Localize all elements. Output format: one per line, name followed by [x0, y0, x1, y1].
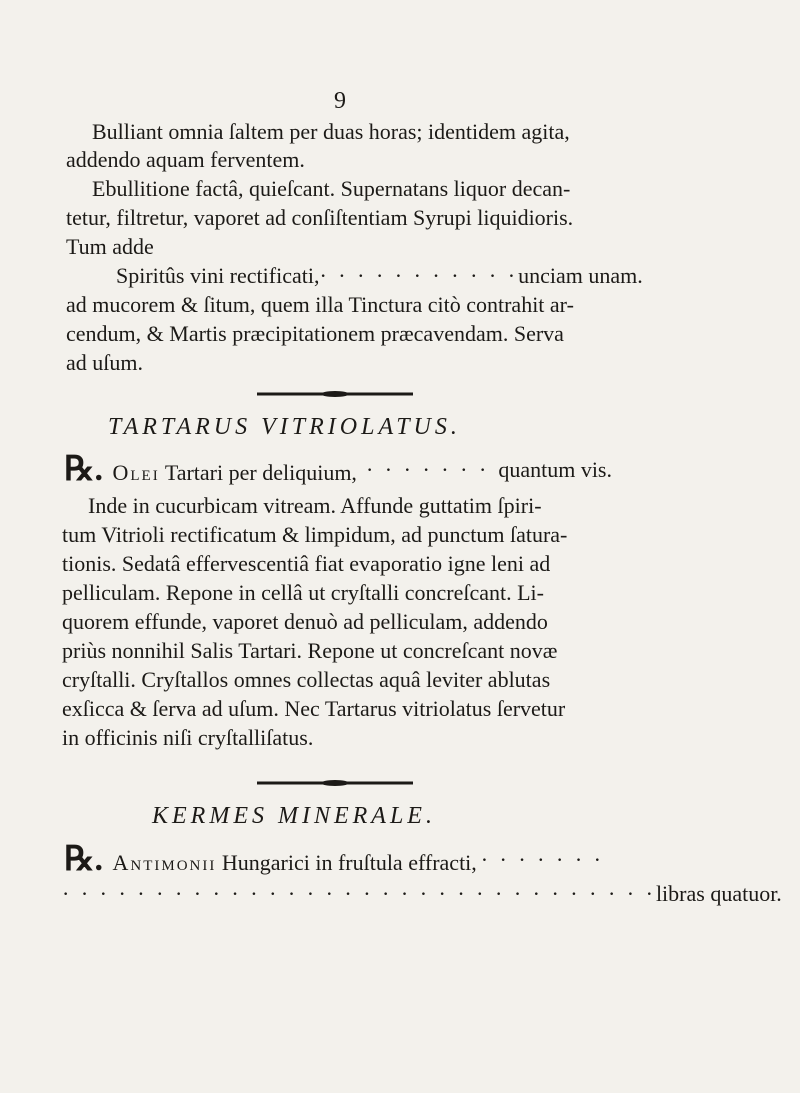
text-line [62, 880, 782, 908]
text-line: quorem effunde, vaporet denuò ad pelliculam, addendo [62, 609, 548, 634]
text-line-content: Bulliant omnia ſaltem per duas horas; identidem agita, [92, 119, 570, 144]
quantity: unciam unam. [518, 263, 643, 288]
text-line: in officinis niſi cryſtalliſatus. [62, 725, 314, 750]
recipe-symbol: ℞. [64, 451, 103, 488]
text-line: Ebullitione factâ, quieſcant. Supernatans liquor decan- [92, 176, 571, 201]
text-line: tetur, filtretur, vaporet ad conſiſtentiam Syrupi liquidioris. [66, 205, 574, 230]
page-number: 9 [334, 88, 346, 114]
ornamental-divider [255, 390, 415, 398]
ingredient-name: Antimonii [112, 850, 217, 875]
quantity: quantum vis. [498, 457, 612, 482]
recipe-symbol: ℞. [64, 841, 103, 878]
dot-leader: · · · · · · · · · · · · · · · · · · · · · · · · · · · · · · · · [62, 881, 656, 906]
prescription-line [64, 451, 612, 488]
text-line: cryſtalli. Cryſtallos omnes collectas aquâ leviter ablutas [62, 667, 551, 692]
text-line: tionis. Sedatâ effervescentiâ fiat evaporatio igne leni ad [62, 551, 551, 576]
text-line [92, 118, 612, 146]
dot-leader: · · · · · · · · · · · [319, 263, 519, 288]
dot-leader: · · · · · · · [480, 847, 604, 872]
ornamental-divider [255, 779, 415, 787]
text-line: Tum adde [66, 234, 154, 259]
text-line: ad uſum. [66, 350, 143, 375]
text-line: tum Vitrioli rectificatum & limpidum, ad punctum ſatura- [62, 522, 568, 547]
text-line: addendo aquam ferventem. [66, 147, 305, 172]
ingredient: Spiritûs vini rectificati, [116, 263, 320, 288]
text-line: pelliculam. Repone in cellâ ut cryſtalli concreſcant. Li- [62, 580, 544, 605]
text-line: cendum, & Martis præcipitationem præcavendam. Serva [66, 321, 564, 346]
quantity: libras quatuor. [655, 881, 782, 906]
text-line: Inde in cucurbicam vitream. Affunde guttatim ſpiri- [88, 493, 542, 518]
text-line [116, 262, 643, 290]
text-line: ad mucorem & ſitum, quem illa Tinctura citò contrahit ar- [66, 292, 574, 317]
ingredient-detail: Hungarici in fruſtula effracti, [221, 850, 477, 875]
prescription-line [64, 841, 604, 878]
dot-leader: · · · · · · · [365, 457, 490, 482]
text-line: priùs nonnihil Salis Tartari. Repone ut concreſcant novæ [62, 638, 558, 663]
ingredient-name: Olei [112, 460, 160, 485]
text-line: exſicca & ſerva ad uſum. Nec Tartarus vitriolatus ſervetur [62, 696, 566, 721]
ingredient-detail: Tartari per deliquium, [164, 460, 357, 485]
section-title: KERMES MINERALE. [152, 803, 436, 829]
section-title: TARTARUS VITRIOLATUS. [108, 414, 461, 440]
